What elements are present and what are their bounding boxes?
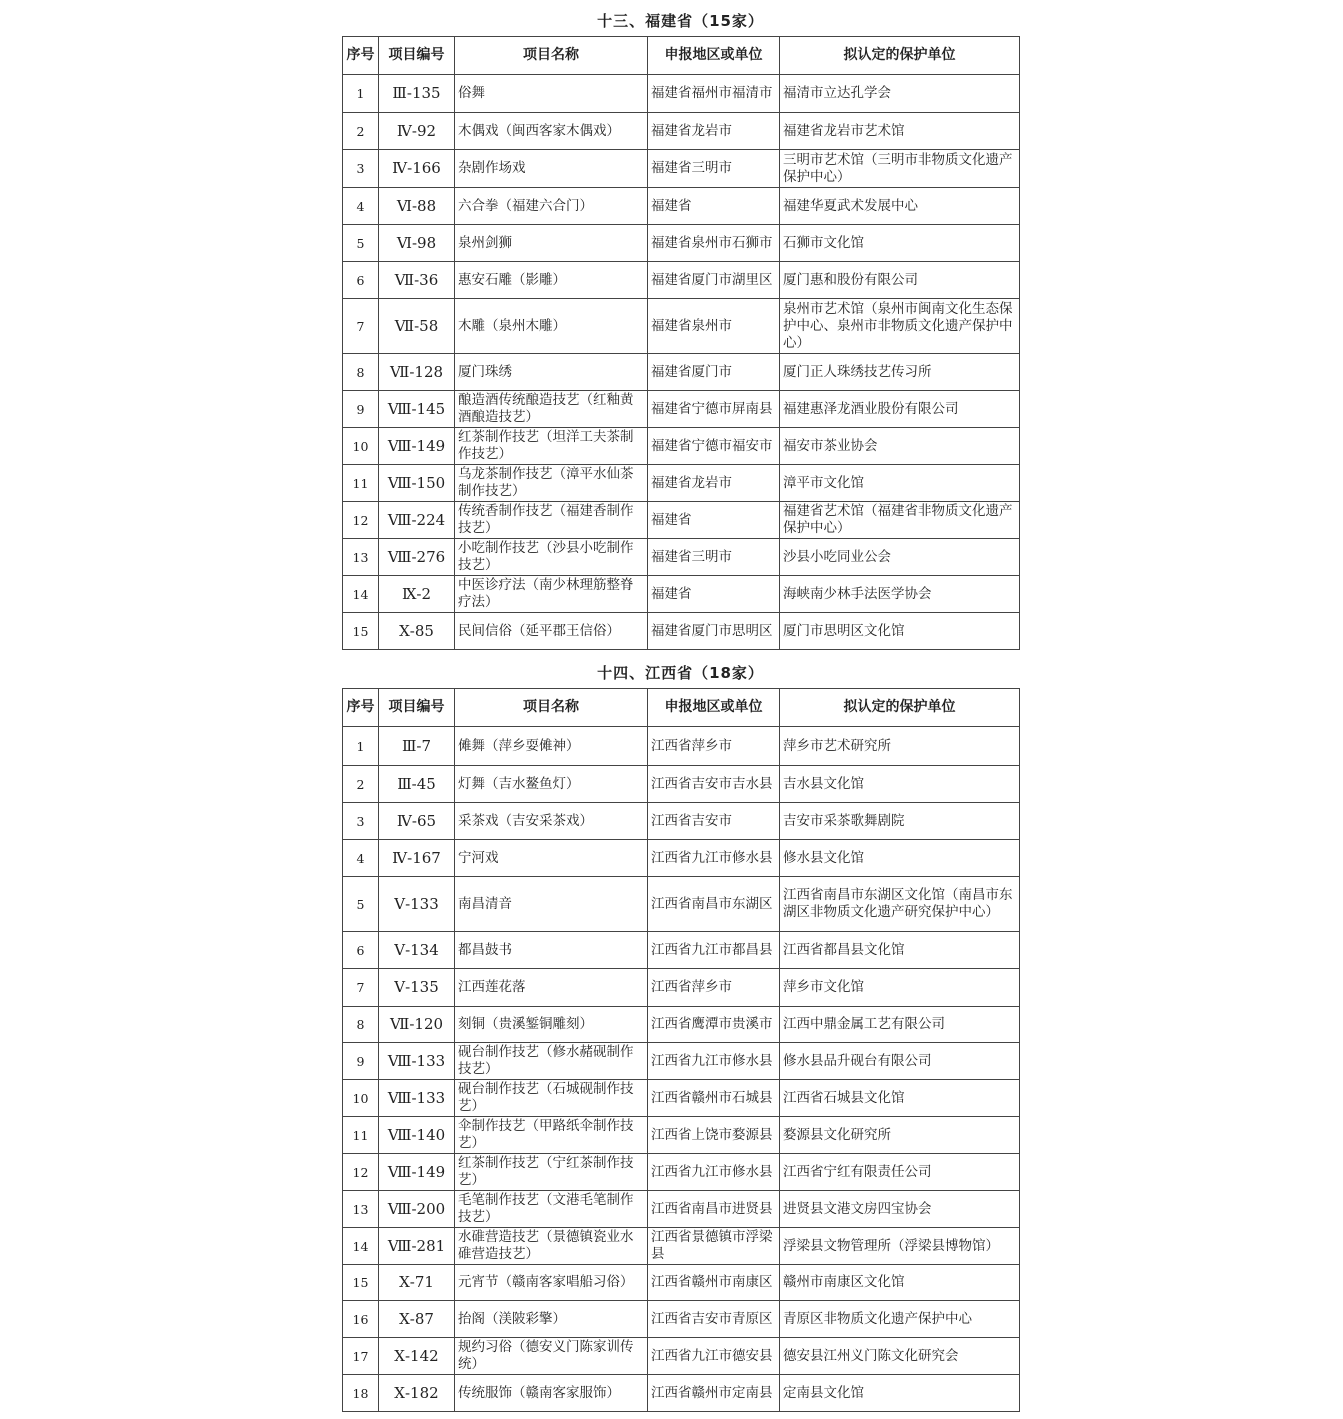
region-cell: 福建省泉州市石狮市: [648, 225, 780, 262]
header-unit: 拟认定的保护单位: [780, 689, 1020, 727]
code-cell: Ⅲ-45: [379, 766, 455, 803]
table-row: [343, 1375, 1020, 1412]
name-cell: 南昌清音: [455, 877, 648, 932]
region-cell: 福建省三明市: [648, 539, 780, 576]
header-code: 项目编号: [379, 37, 455, 75]
seq-cell: 12: [343, 1154, 379, 1191]
code-cell: Ⅶ-36: [379, 262, 455, 299]
seq-cell: 15: [343, 1265, 379, 1301]
code-cell: Ⅵ-98: [379, 225, 455, 262]
code-cell: Ⅲ-7: [379, 727, 455, 766]
seq-cell: 5: [343, 877, 379, 932]
unit-cell: 石狮市文化馆: [780, 225, 1020, 262]
header-seq: 序号: [343, 689, 379, 727]
region-cell: 江西省南昌市进贤县: [648, 1191, 780, 1228]
code-cell: Ⅳ-92: [379, 113, 455, 150]
seq-cell: 15: [343, 613, 379, 650]
region-cell: 福建省宁德市屏南县: [648, 391, 780, 428]
unit-cell: 三明市艺术馆（三明市非物质文化遗产保护中心）: [780, 150, 1020, 188]
unit-cell: 福建华夏武术发展中心: [780, 188, 1020, 225]
fujian-table: [342, 36, 1020, 650]
region-cell: 福建省三明市: [648, 150, 780, 188]
seq-cell: 18: [343, 1375, 379, 1412]
table-row: [343, 150, 1020, 188]
table-row: [343, 803, 1020, 840]
code-cell: Ⅹ-87: [379, 1301, 455, 1338]
code-cell: Ⅴ-134: [379, 932, 455, 969]
table-row: [343, 877, 1020, 932]
header-name: 项目名称: [455, 37, 648, 75]
table-row: [343, 1191, 1020, 1228]
header-region: 申报地区或单位: [648, 37, 780, 75]
name-cell: 俗舞: [455, 75, 648, 113]
code-cell: Ⅹ-142: [379, 1338, 455, 1375]
unit-cell: 定南县文化馆: [780, 1375, 1020, 1412]
name-cell: 酿造酒传统酿造技艺（红釉黄酒酿造技艺）: [455, 391, 648, 428]
unit-cell: 萍乡市文化馆: [780, 969, 1020, 1007]
code-cell: Ⅲ-135: [379, 75, 455, 113]
region-cell: 福建省: [648, 502, 780, 539]
seq-cell: 14: [343, 1228, 379, 1265]
seq-cell: 8: [343, 354, 379, 391]
jiangxi-table-body: [343, 727, 1020, 1412]
name-cell: 红茶制作技艺（坦洋工夫茶制作技艺）: [455, 428, 648, 465]
name-cell: 采茶戏（吉安采茶戏）: [455, 803, 648, 840]
unit-cell: 萍乡市艺术研究所: [780, 727, 1020, 766]
name-cell: 惠安石雕（影雕）: [455, 262, 648, 299]
unit-cell: 进贤县文港文房四宝协会: [780, 1191, 1020, 1228]
name-cell: 傩舞（萍乡耍傩神）: [455, 727, 648, 766]
header-region: 申报地区或单位: [648, 689, 780, 727]
table-row: [343, 1301, 1020, 1338]
jiangxi-table: [342, 688, 1020, 1412]
unit-cell: 吉安市采茶歌舞剧院: [780, 803, 1020, 840]
seq-cell: 13: [343, 539, 379, 576]
unit-cell: 厦门正人珠绣技艺传习所: [780, 354, 1020, 391]
name-cell: 小吃制作技艺（沙县小吃制作技艺）: [455, 539, 648, 576]
unit-cell: 修水县品升砚台有限公司: [780, 1043, 1020, 1080]
table-row: [343, 391, 1020, 428]
seq-cell: 11: [343, 465, 379, 502]
table-row: [343, 727, 1020, 766]
name-cell: 传统服饰（赣南客家服饰）: [455, 1375, 648, 1412]
table-header-row: [343, 689, 1020, 727]
table-row: [343, 113, 1020, 150]
region-cell: 江西省赣州市定南县: [648, 1375, 780, 1412]
region-cell: 江西省南昌市东湖区: [648, 877, 780, 932]
name-cell: 六合拳（福建六合门）: [455, 188, 648, 225]
unit-cell: 沙县小吃同业公会: [780, 539, 1020, 576]
table-row: [343, 188, 1020, 225]
seq-cell: 8: [343, 1007, 379, 1043]
code-cell: Ⅶ-128: [379, 354, 455, 391]
name-cell: 木雕（泉州木雕）: [455, 299, 648, 354]
region-cell: 福建省厦门市湖里区: [648, 262, 780, 299]
code-cell: Ⅹ-85: [379, 613, 455, 650]
table-row: [343, 1228, 1020, 1265]
name-cell: 刻铜（贵溪錾铜雕刻）: [455, 1007, 648, 1043]
name-cell: 传统香制作技艺（福建香制作技艺）: [455, 502, 648, 539]
name-cell: 毛笔制作技艺（文港毛笔制作技艺）: [455, 1191, 648, 1228]
seq-cell: 1: [343, 727, 379, 766]
fujian-table-body: [343, 75, 1020, 650]
region-cell: 江西省九江市德安县: [648, 1338, 780, 1375]
table-row: [343, 766, 1020, 803]
unit-cell: 江西中鼎金属工艺有限公司: [780, 1007, 1020, 1043]
region-cell: 福建省: [648, 188, 780, 225]
unit-cell: 漳平市文化馆: [780, 465, 1020, 502]
region-cell: 福建省福州市福清市: [648, 75, 780, 113]
seq-cell: 9: [343, 391, 379, 428]
code-cell: Ⅷ-149: [379, 1154, 455, 1191]
seq-cell: 4: [343, 840, 379, 877]
name-cell: 红茶制作技艺（宁红茶制作技艺）: [455, 1154, 648, 1191]
region-cell: 江西省鹰潭市贵溪市: [648, 1007, 780, 1043]
unit-cell: 德安县江州义门陈文化研究会: [780, 1338, 1020, 1375]
header-seq: 序号: [343, 37, 379, 75]
code-cell: Ⅳ-166: [379, 150, 455, 188]
table-row: [343, 932, 1020, 969]
region-cell: 福建省厦门市思明区: [648, 613, 780, 650]
table-row: [343, 465, 1020, 502]
code-cell: Ⅶ-120: [379, 1007, 455, 1043]
region-cell: 江西省九江市都昌县: [648, 932, 780, 969]
table-row: [343, 1117, 1020, 1154]
name-cell: 砚台制作技艺（修水赭砚制作技艺）: [455, 1043, 648, 1080]
seq-cell: 3: [343, 803, 379, 840]
region-cell: 江西省上饶市婺源县: [648, 1117, 780, 1154]
table-row: [343, 354, 1020, 391]
table-row: [343, 262, 1020, 299]
seq-cell: 3: [343, 150, 379, 188]
table-row: [343, 502, 1020, 539]
header-unit: 拟认定的保护单位: [780, 37, 1020, 75]
region-cell: 福建省: [648, 576, 780, 613]
region-cell: 江西省九江市修水县: [648, 840, 780, 877]
name-cell: 灯舞（吉水鳌鱼灯）: [455, 766, 648, 803]
code-cell: Ⅹ-71: [379, 1265, 455, 1301]
code-cell: Ⅵ-88: [379, 188, 455, 225]
jiangxi-table-wrap: [342, 688, 1019, 1412]
region-cell: 江西省吉安市青原区: [648, 1301, 780, 1338]
unit-cell: 赣州市南康区文化馆: [780, 1265, 1020, 1301]
seq-cell: 9: [343, 1043, 379, 1080]
region-cell: 江西省萍乡市: [648, 969, 780, 1007]
code-cell: Ⅶ-58: [379, 299, 455, 354]
unit-cell: 海峡南少林手法医学协会: [780, 576, 1020, 613]
seq-cell: 7: [343, 299, 379, 354]
unit-cell: 福清市立达孔学会: [780, 75, 1020, 113]
table-row: [343, 969, 1020, 1007]
name-cell: 木偶戏（闽西客家木偶戏）: [455, 113, 648, 150]
name-cell: 乌龙茶制作技艺（漳平水仙茶制作技艺）: [455, 465, 648, 502]
table-row: [343, 225, 1020, 262]
table-row: [343, 299, 1020, 354]
name-cell: 厦门珠绣: [455, 354, 648, 391]
unit-cell: 青原区非物质文化遗产保护中心: [780, 1301, 1020, 1338]
seq-cell: 10: [343, 1080, 379, 1117]
seq-cell: 4: [343, 188, 379, 225]
seq-cell: 6: [343, 932, 379, 969]
seq-cell: 16: [343, 1301, 379, 1338]
region-cell: 江西省景德镇市浮梁县: [648, 1228, 780, 1265]
code-cell: Ⅷ-140: [379, 1117, 455, 1154]
seq-cell: 13: [343, 1191, 379, 1228]
region-cell: 江西省吉安市: [648, 803, 780, 840]
code-cell: Ⅹ-182: [379, 1375, 455, 1412]
region-cell: 江西省九江市修水县: [648, 1154, 780, 1191]
region-cell: 福建省龙岩市: [648, 113, 780, 150]
table-row: [343, 1338, 1020, 1375]
unit-cell: 江西省宁红有限责任公司: [780, 1154, 1020, 1191]
name-cell: 元宵节（赣南客家唱船习俗）: [455, 1265, 648, 1301]
unit-cell: 福建省艺术馆（福建省非物质文化遗产保护中心）: [780, 502, 1020, 539]
code-cell: Ⅷ-224: [379, 502, 455, 539]
unit-cell: 福安市茶业协会: [780, 428, 1020, 465]
seq-cell: 6: [343, 262, 379, 299]
code-cell: Ⅳ-167: [379, 840, 455, 877]
header-name: 项目名称: [455, 689, 648, 727]
table-row: [343, 1007, 1020, 1043]
unit-cell: 婺源县文化研究所: [780, 1117, 1020, 1154]
code-cell: Ⅷ-200: [379, 1191, 455, 1228]
jiangxi-section-title: 十四、江西省（18家）: [597, 664, 764, 682]
table-row: [343, 840, 1020, 877]
code-cell: Ⅷ-281: [379, 1228, 455, 1265]
table-row: [343, 539, 1020, 576]
name-cell: 杂剧作场戏: [455, 150, 648, 188]
region-cell: 福建省龙岩市: [648, 465, 780, 502]
table-row: [343, 1080, 1020, 1117]
unit-cell: 福建省龙岩市艺术馆: [780, 113, 1020, 150]
unit-cell: 江西省都昌县文化馆: [780, 932, 1020, 969]
region-cell: 江西省吉安市吉水县: [648, 766, 780, 803]
table-row: [343, 613, 1020, 650]
unit-cell: 泉州市艺术馆（泉州市闽南文化生态保护中心、泉州市非物质文化遗产保护中心）: [780, 299, 1020, 354]
region-cell: 江西省赣州市南康区: [648, 1265, 780, 1301]
name-cell: 砚台制作技艺（石城砚制作技艺）: [455, 1080, 648, 1117]
region-cell: 江西省九江市修水县: [648, 1043, 780, 1080]
seq-cell: 14: [343, 576, 379, 613]
region-cell: 福建省宁德市福安市: [648, 428, 780, 465]
seq-cell: 10: [343, 428, 379, 465]
table-header-row: [343, 37, 1020, 75]
seq-cell: 1: [343, 75, 379, 113]
seq-cell: 11: [343, 1117, 379, 1154]
unit-cell: 江西省石城县文化馆: [780, 1080, 1020, 1117]
region-cell: 福建省厦门市: [648, 354, 780, 391]
table-row: [343, 1154, 1020, 1191]
name-cell: 宁河戏: [455, 840, 648, 877]
name-cell: 水碓营造技艺（景德镇瓷业水碓营造技艺）: [455, 1228, 648, 1265]
name-cell: 抬阁（渼陂彩擎）: [455, 1301, 648, 1338]
name-cell: 民间信俗（延平郡王信俗）: [455, 613, 648, 650]
unit-cell: 厦门惠和股份有限公司: [780, 262, 1020, 299]
code-cell: Ⅴ-135: [379, 969, 455, 1007]
code-cell: Ⅴ-133: [379, 877, 455, 932]
code-cell: Ⅳ-65: [379, 803, 455, 840]
code-cell: Ⅷ-133: [379, 1043, 455, 1080]
unit-cell: 修水县文化馆: [780, 840, 1020, 877]
fujian-table-wrap: [342, 36, 1019, 650]
seq-cell: 7: [343, 969, 379, 1007]
code-cell: Ⅸ-2: [379, 576, 455, 613]
unit-cell: 福建惠泽龙酒业股份有限公司: [780, 391, 1020, 428]
name-cell: 泉州剑狮: [455, 225, 648, 262]
region-cell: 福建省泉州市: [648, 299, 780, 354]
table-row: [343, 428, 1020, 465]
seq-cell: 17: [343, 1338, 379, 1375]
unit-cell: 浮梁县文物管理所（浮梁县博物馆）: [780, 1228, 1020, 1265]
seq-cell: 5: [343, 225, 379, 262]
region-cell: 江西省赣州市石城县: [648, 1080, 780, 1117]
table-row: [343, 576, 1020, 613]
code-cell: Ⅷ-133: [379, 1080, 455, 1117]
code-cell: Ⅷ-276: [379, 539, 455, 576]
code-cell: Ⅷ-145: [379, 391, 455, 428]
table-row: [343, 1265, 1020, 1301]
code-cell: Ⅷ-150: [379, 465, 455, 502]
name-cell: 江西莲花落: [455, 969, 648, 1007]
unit-cell: 吉水县文化馆: [780, 766, 1020, 803]
seq-cell: 12: [343, 502, 379, 539]
region-cell: 江西省萍乡市: [648, 727, 780, 766]
unit-cell: 江西省南昌市东湖区文化馆（南昌市东湖区非物质文化遗产研究保护中心）: [780, 877, 1020, 932]
seq-cell: 2: [343, 766, 379, 803]
header-code: 项目编号: [379, 689, 455, 727]
seq-cell: 2: [343, 113, 379, 150]
code-cell: Ⅷ-149: [379, 428, 455, 465]
unit-cell: 厦门市思明区文化馆: [780, 613, 1020, 650]
name-cell: 中医诊疗法（南少林理筋整脊疗法）: [455, 576, 648, 613]
fujian-section-title: 十三、福建省（15家）: [597, 12, 764, 30]
name-cell: 规约习俗（德安义门陈家训传统）: [455, 1338, 648, 1375]
name-cell: 都昌鼓书: [455, 932, 648, 969]
name-cell: 伞制作技艺（甲路纸伞制作技艺）: [455, 1117, 648, 1154]
table-row: [343, 75, 1020, 113]
table-row: [343, 1043, 1020, 1080]
